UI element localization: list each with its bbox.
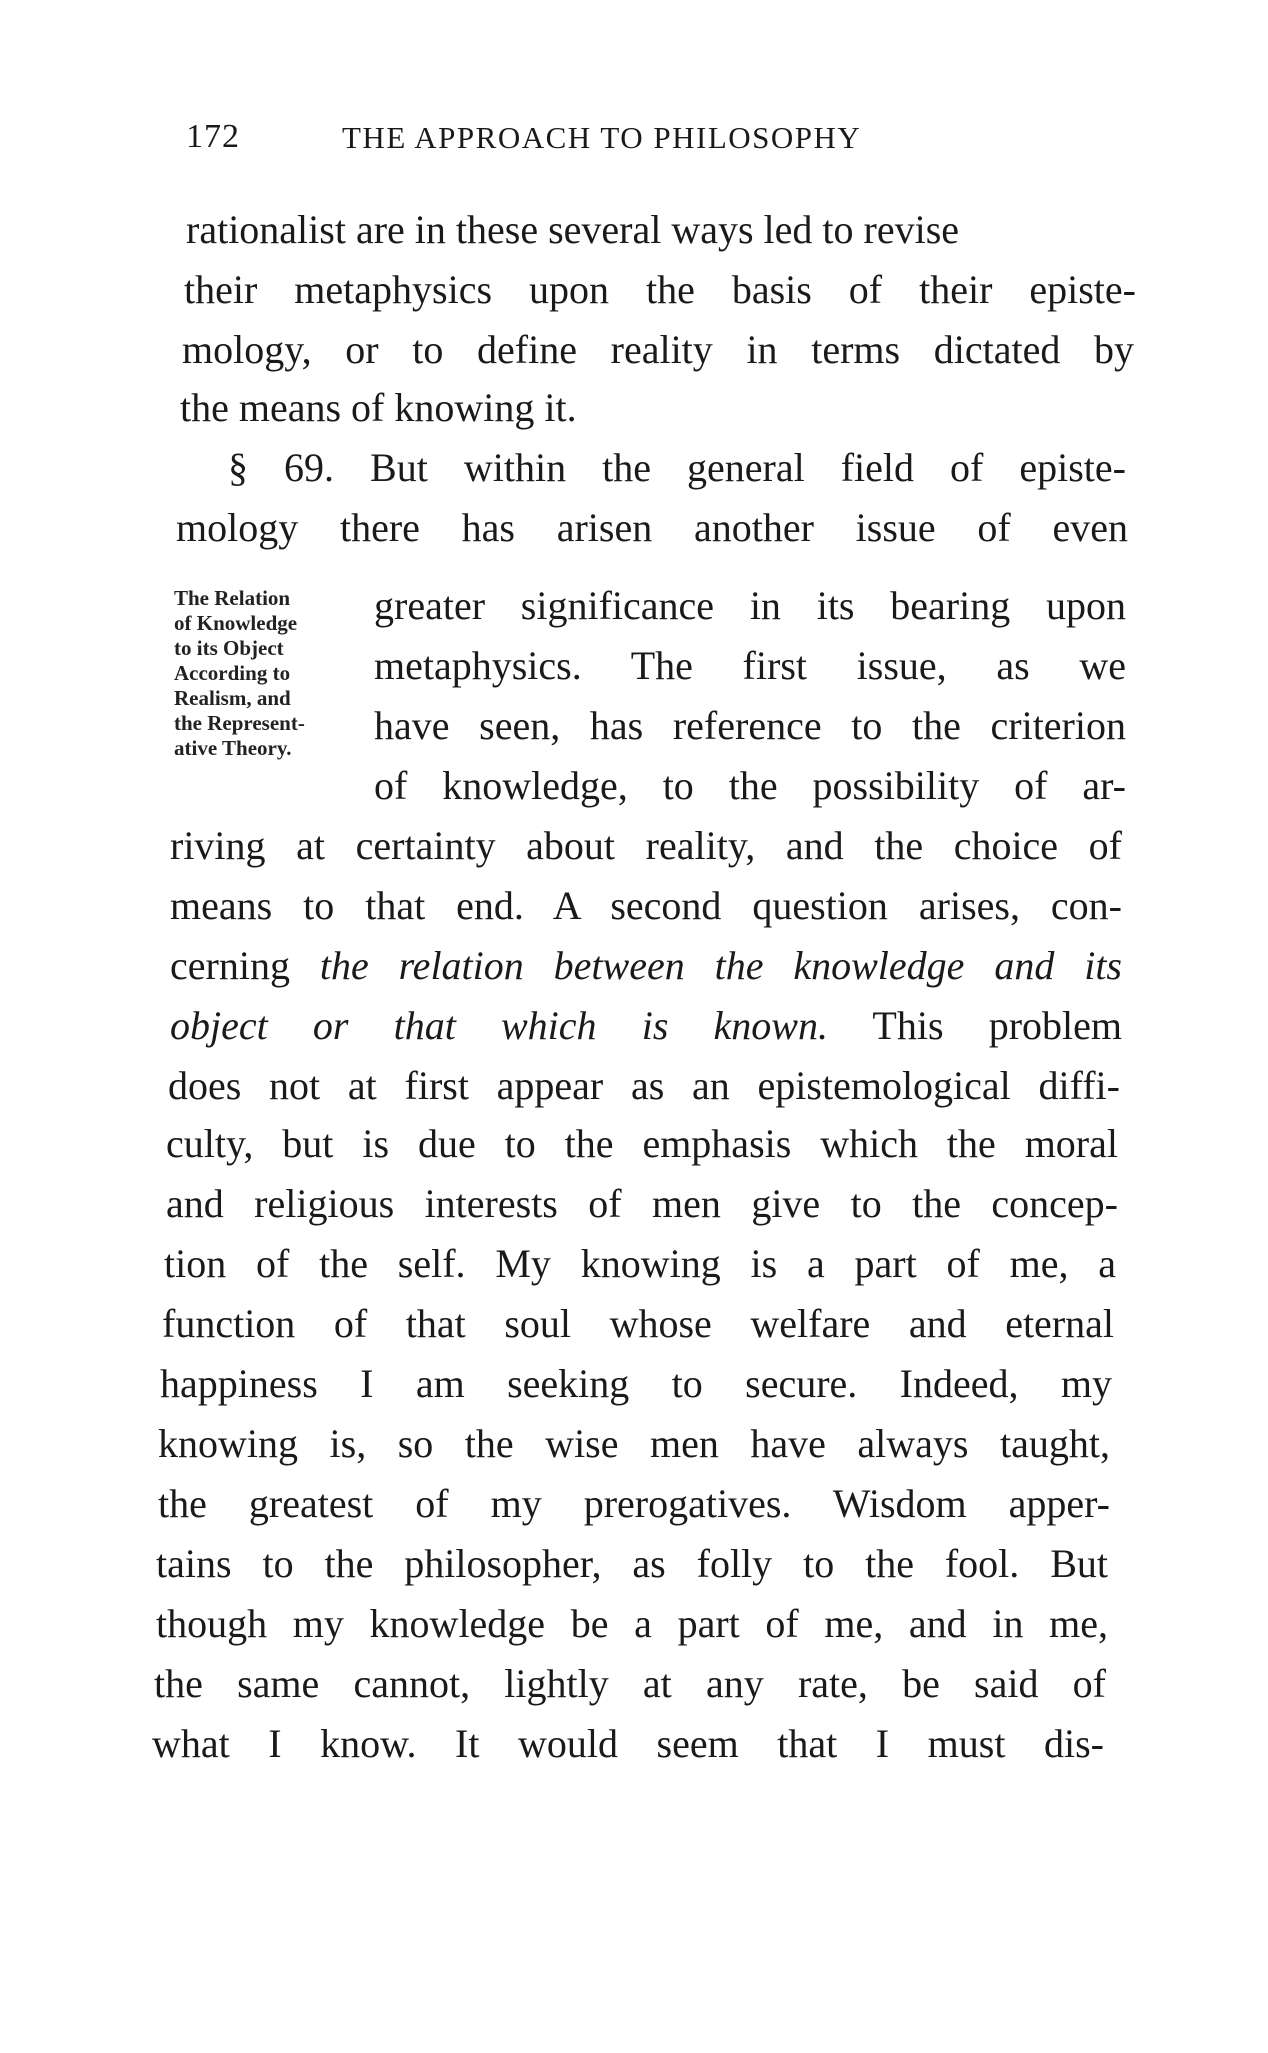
body-line-1: rationalist are in these several ways led to revise [186,207,960,252]
body-line-9: have seen, has reference to the criterion [374,703,1126,748]
body-line-6: mology there has arisen another issue of even [176,505,1128,550]
body-line-2: their metaphysics upon the basis of their episte- [184,267,1136,312]
sidenote-line: According to [174,661,291,685]
sidenote-line: Realism, and [174,686,291,710]
body-line-4: the means of knowing it. [180,385,577,430]
body-line-23: tains to the philosopher, as folly to the fool. But [156,1541,1108,1586]
running-head [186,118,986,168]
body-line-26: what I know. It would seem that I must dis- [152,1721,1104,1766]
body-line-8: metaphysics. The first issue, as we [374,643,1126,688]
body-line-7: greater significance in its bearing upon [374,583,1126,628]
body-line-3: mology, or to define reality in terms dictated by [182,327,1134,372]
body-line-13-roman: cerning [170,943,320,988]
body-line-16: culty, but is due to the emphasis which the moral [166,1121,1118,1166]
body-line-13 [170,942,1122,990]
body-line-12: means to that end. A second question arises, con- [170,883,1122,928]
sidenote-line: of Knowledge [174,611,298,635]
running-head-title: THE APPROACH TO PHILOSOPHY [342,120,862,155]
body-line-10: of knowledge, to the possibility of ar- [374,763,1126,808]
section-69-first-line: § 69. But within the general field of episte- [228,445,1126,490]
body-line-22: the greatest of my prerogatives. Wisdom apper- [158,1481,1110,1526]
page-number: 172 [186,118,240,155]
body-line-19: function of that soul whose welfare and eternal [162,1301,1114,1346]
sidenote-line: the Represent- [174,711,305,735]
body-line-24: though my knowledge be a part of me, and in me, [156,1601,1108,1646]
body-line-14 [170,1002,1122,1050]
body-line-17: and religious interests of men give to the concep- [166,1181,1118,1226]
body-line-20: happiness I am seeking to secure. Indeed, my [160,1361,1112,1406]
body-line-15: does not at first appear as an epistemological diffi- [168,1063,1120,1108]
marginal-sidenote [174,586,359,761]
body-line-11: riving at certainty about reality, and the choice of [170,823,1122,868]
body-line-18: tion of the self. My knowing is a part of me, a [164,1241,1116,1286]
sidenote-line: ative Theory. [174,736,292,760]
sidenote-line: to its Object [174,636,284,660]
body-line-14-roman: This problem [827,1003,1122,1048]
body-line-21: knowing is, so the wise men have always taught, [158,1421,1110,1466]
body-line-14-italic: object or that which is known. [170,1003,828,1048]
sidenote-line: The Relation [174,586,291,610]
body-line-13-italic: the relation between the knowledge and its [319,943,1122,988]
body-line-25: the same cannot, lightly at any rate, be said of [154,1661,1106,1706]
